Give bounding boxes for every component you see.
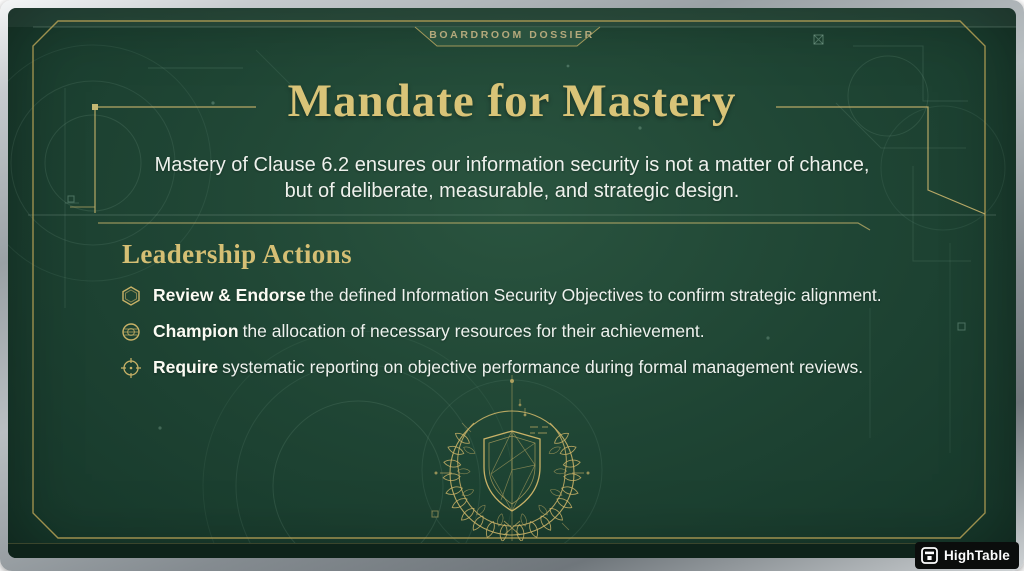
shield-laurel-emblem — [412, 375, 612, 541]
hexagon-icon — [120, 285, 142, 307]
leadership-actions-section — [120, 239, 910, 392]
action-text — [153, 320, 705, 342]
action-body: the defined Information Security Objectives to confirm strategic alignment. — [309, 285, 882, 305]
footer-bar — [8, 543, 1016, 558]
slide-canvas — [8, 8, 1016, 558]
hightable-icon — [921, 547, 938, 564]
action-lead: Review & Endorse — [153, 285, 306, 305]
hightable-logo — [915, 542, 1019, 569]
hightable-label: HighTable — [943, 548, 1010, 563]
section-heading: Leadership Actions — [122, 239, 352, 269]
action-body: the allocation of necessary resources for their achievement. — [242, 321, 705, 341]
subtitle: Mastery of Clause 6.2 ensures our information security is not a matter of chance, but of deliberate, measurable, and strategic design. — [154, 154, 870, 203]
page-title: Mandate for Mastery — [287, 75, 737, 127]
list-item — [120, 320, 902, 343]
rosette-icon — [120, 321, 142, 343]
action-text — [153, 284, 882, 306]
list-item — [120, 284, 902, 307]
crosshair-icon — [120, 357, 142, 379]
dossier-tab-label: BOARDROOM DOSSIER — [429, 29, 595, 41]
action-lead: Require — [153, 357, 219, 377]
action-lead: Champion — [153, 321, 239, 341]
action-body: systematic reporting on objective performance during formal management reviews. — [222, 357, 864, 377]
